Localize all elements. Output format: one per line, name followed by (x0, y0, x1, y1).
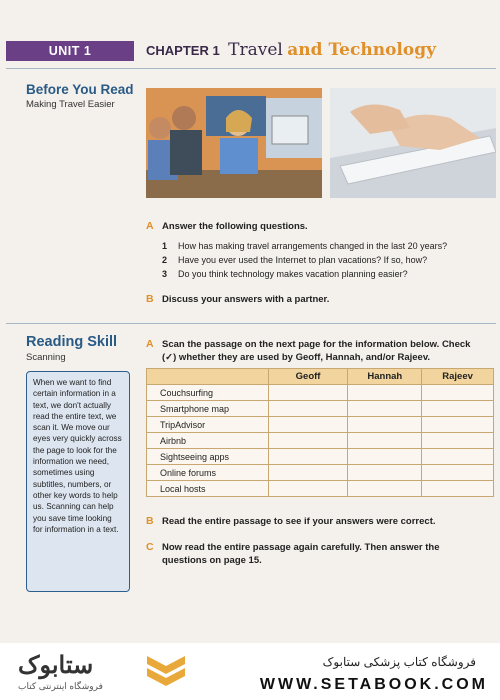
check-cell[interactable] (348, 385, 422, 401)
photo-laptop-typing (330, 88, 496, 198)
check-cell[interactable] (348, 401, 422, 417)
check-cell[interactable] (422, 465, 494, 481)
check-cell[interactable] (268, 401, 348, 417)
question-text: Have you ever used the Internet to plan vacations? If so, how? (178, 255, 428, 265)
table-row-label: Smartphone map (147, 401, 269, 417)
exercise-a2-letter: A (146, 338, 154, 350)
store-footer (0, 643, 500, 700)
store-url[interactable]: WWW.SETABOOK.COM (259, 676, 488, 693)
check-cell[interactable] (268, 449, 348, 465)
unit-tab: UNIT 1 (6, 41, 134, 61)
check-cell[interactable] (268, 417, 348, 433)
section-rule (6, 323, 496, 324)
exercise-b-letter: B (146, 293, 154, 305)
table-header-cell: Geoff (268, 369, 348, 385)
exercise-a2-line2: (✓) whether they are used by Geoff, Hannah, and/or Rajeev. (162, 352, 431, 363)
table-row (147, 433, 494, 449)
table-header-cell: Rajeev (422, 369, 494, 385)
store-logo-text: ستابوک (18, 652, 94, 679)
exercise-c-line1: Now read the entire passage again carefully. Then answer the (162, 542, 440, 553)
reading-skill-box: When we want to find certain information in a text, we don't actually read the entire text, we scan it. We move our eyes very quickly across the page to look for the information we need, sometimes using subtitles, numbers, or other key words to help us. Scanning can help you save time looking for information in a text. (26, 371, 130, 592)
check-cell[interactable] (348, 417, 422, 433)
store-name: فروشگاه کتاب پزشکی ستابوک (322, 655, 476, 669)
table-row (147, 465, 494, 481)
exercise-a-letter: A (146, 220, 154, 232)
question-text: Do you think technology makes vacation planning easier? (178, 269, 408, 279)
chapter-title-part1: Travel (228, 40, 283, 60)
check-cell[interactable] (268, 481, 348, 497)
table-row-label: TripAdvisor (147, 417, 269, 433)
check-cell[interactable] (268, 433, 348, 449)
check-cell[interactable] (422, 481, 494, 497)
table-row-label: Local hosts (147, 481, 269, 497)
table-row (147, 449, 494, 465)
table-header-blank (147, 369, 269, 385)
table-row-label: Airbnb (147, 433, 269, 449)
check-cell[interactable] (348, 481, 422, 497)
table-row (147, 385, 494, 401)
check-cell[interactable] (422, 433, 494, 449)
question-number: 1 (162, 241, 168, 251)
header-rule (6, 68, 496, 69)
photo-family-travel-agent (146, 88, 322, 198)
chapter-heading (146, 38, 436, 63)
check-cell[interactable] (422, 417, 494, 433)
check-cell[interactable] (348, 433, 422, 449)
table-header-cell: Hannah (348, 369, 422, 385)
question-number: 3 (162, 269, 168, 279)
table-row-label: Sightseeing apps (147, 449, 269, 465)
check-cell[interactable] (348, 449, 422, 465)
before-you-read-subtitle: Making Travel Easier (26, 99, 115, 110)
check-cell[interactable] (348, 465, 422, 481)
exercise-a2-line1: Scan the passage on the next page for the information below. Check (162, 339, 471, 350)
exercise-a-instruction: Answer the following questions. (162, 221, 308, 232)
check-cell[interactable] (422, 385, 494, 401)
chapter-number: CHAPTER 1 (146, 43, 220, 58)
table-row (147, 417, 494, 433)
chapter-title-part2: and Technology (287, 40, 436, 60)
check-cell[interactable] (422, 401, 494, 417)
table-header-row (147, 369, 494, 385)
table-row (147, 401, 494, 417)
book-logo-icon (145, 652, 187, 697)
before-you-read-title: Before You Read (26, 82, 134, 97)
store-logo-subtitle: فروشگاه اینترنتی کتاب (18, 681, 103, 691)
scanning-table (146, 368, 494, 497)
check-cell[interactable] (422, 449, 494, 465)
reading-skill-title: Reading Skill (26, 334, 118, 350)
exercise-c-letter: C (146, 541, 154, 553)
question-number: 2 (162, 255, 168, 265)
table-row (147, 481, 494, 497)
exercise-b2-instruction: Read the entire passage to see if your answers were correct. (162, 516, 436, 527)
check-cell[interactable] (268, 385, 348, 401)
exercise-c-line2: questions on page 15. (162, 555, 262, 566)
exercise-b-instruction: Discuss your answers with a partner. (162, 294, 330, 305)
question-text: How has making travel arrangements changed in the last 20 years? (178, 241, 448, 251)
exercise-b2-letter: B (146, 515, 154, 527)
check-cell[interactable] (268, 465, 348, 481)
table-row-label: Online forums (147, 465, 269, 481)
table-row-label: Couchsurfing (147, 385, 269, 401)
reading-skill-subtitle: Scanning (26, 352, 66, 363)
